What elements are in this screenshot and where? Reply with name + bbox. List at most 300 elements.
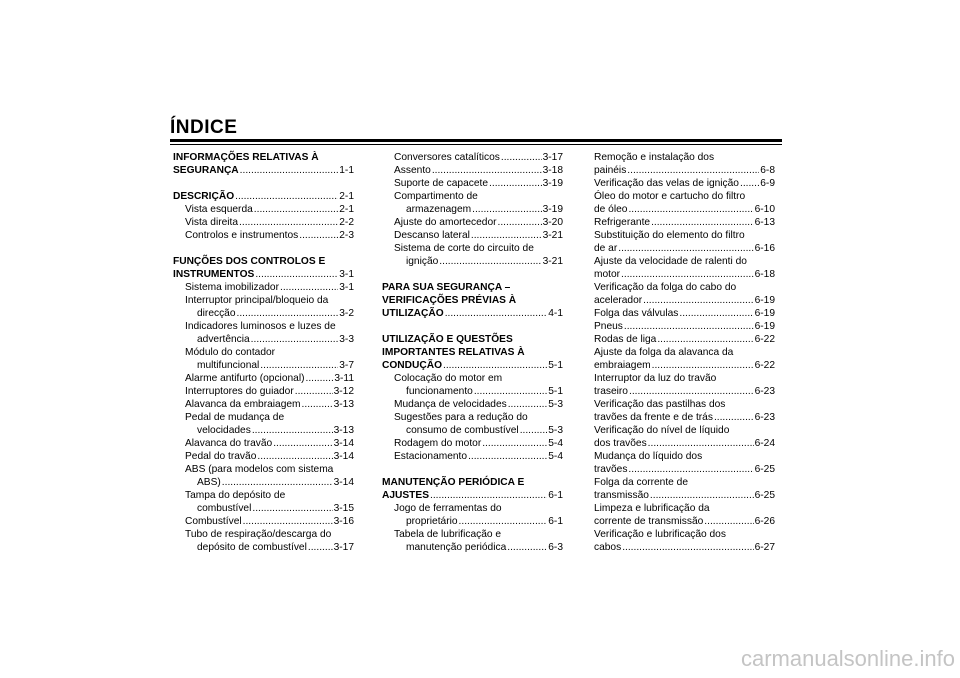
- toc-page-number: 6-3: [548, 542, 563, 553]
- toc-page-number: 3-17: [542, 152, 563, 163]
- toc-page-number: 6-1: [548, 516, 563, 527]
- toc-entry-line: [173, 190, 354, 203]
- toc-entry: [382, 502, 563, 528]
- toc-entry-text: motor: [594, 269, 621, 280]
- toc-entry: [173, 346, 354, 372]
- dot-leader: [704, 515, 753, 528]
- toc-entry-text: acelerador: [594, 295, 643, 306]
- toc-page-number: 3-20: [542, 217, 563, 228]
- toc-page-number: 4-1: [548, 308, 563, 319]
- toc-page-number: 1-1: [339, 165, 354, 176]
- toc-entry-line: [594, 541, 775, 554]
- dot-leader: [643, 294, 753, 307]
- toc-entry: [382, 333, 563, 372]
- toc-entry-line: [594, 437, 775, 450]
- toc-entry-text: ignição: [406, 256, 439, 267]
- toc-entry-text: Verificação das velas de ignição: [594, 178, 739, 189]
- title-rule-thin: [170, 144, 782, 145]
- toc-entry-line: [185, 502, 354, 515]
- toc-entry-text: Vista direita: [185, 217, 239, 228]
- toc-entry-line: [394, 424, 563, 437]
- toc-entry: [594, 151, 775, 177]
- toc-entry-text: ABS (para modelos com sistema: [185, 464, 334, 475]
- toc-entry: [173, 151, 354, 177]
- toc-entry: [382, 151, 563, 164]
- toc-entry: [173, 255, 354, 281]
- toc-page-number: 5-1: [548, 386, 563, 397]
- dot-leader: [443, 359, 547, 372]
- toc-entry: [594, 190, 775, 216]
- dot-leader: [621, 268, 754, 281]
- toc-entry-text: UTILIZAÇÃO E QUESTÕES: [382, 334, 513, 345]
- toc-entry-text: travões da frente e de trás: [594, 412, 713, 423]
- toc-entry-line: [394, 164, 563, 177]
- toc-entry-line: [185, 229, 354, 242]
- toc-entry-text: Verificação da folga do cabo do: [594, 282, 737, 293]
- toc-entry-text: painéis: [594, 165, 627, 176]
- toc-entry-line: [394, 385, 563, 398]
- toc-page-number: 6-22: [754, 334, 775, 345]
- toc-entry: [173, 463, 354, 489]
- dot-leader: [650, 489, 754, 502]
- toc-entry-text: Colocação do motor em: [394, 373, 503, 384]
- toc-entry-text: Tampa do depósito de: [185, 490, 286, 501]
- toc-entry: [594, 450, 775, 476]
- toc-entry-line: [185, 359, 354, 372]
- toc-entry: [594, 528, 775, 554]
- dot-leader: [439, 255, 541, 268]
- dot-leader: [430, 489, 547, 502]
- dot-leader: [520, 424, 548, 437]
- toc-page-number: 3-21: [542, 256, 563, 267]
- toc-page-number: 3-13: [333, 399, 354, 410]
- dot-leader: [498, 216, 542, 229]
- toc-page-number: 2-2: [339, 217, 354, 228]
- toc-page-number: 5-3: [548, 399, 563, 410]
- toc-page-number: 6-1: [548, 490, 563, 501]
- toc-entry-line: [394, 541, 563, 554]
- toc-entry-text: Alavanca do travão: [185, 438, 273, 449]
- toc-entry: [382, 372, 563, 398]
- toc-entry-text: Refrigerante: [594, 217, 651, 228]
- dot-leader: [252, 424, 333, 437]
- dot-leader: [507, 541, 547, 554]
- toc-page-number: 3-16: [333, 516, 354, 527]
- toc-entry-text: Sugestões para a redução do: [394, 412, 528, 423]
- toc-page-number: 6-19: [754, 295, 775, 306]
- toc-entry: [173, 229, 354, 242]
- toc-page-number: 6-18: [754, 269, 775, 280]
- toc-entry: [382, 528, 563, 554]
- toc-entry: [382, 281, 563, 320]
- toc-page-number: 3-14: [333, 477, 354, 488]
- toc-entry-line: [185, 398, 354, 411]
- toc-entry-text: Suporte de capacete: [394, 178, 489, 189]
- toc-entry-line: [185, 281, 354, 294]
- toc-page-number: 6-26: [754, 516, 775, 527]
- toc-entry: [594, 177, 775, 190]
- toc-page-number: 3-1: [339, 282, 354, 293]
- toc-entry-line: [394, 450, 563, 463]
- dot-leader: [222, 476, 333, 489]
- toc-entry-line: [185, 372, 354, 385]
- toc-entry-text: Conversores catalíticos: [394, 152, 500, 163]
- toc-entry-line: [594, 333, 775, 346]
- toc-entry-text: Ajuste da folga da alavanca da: [594, 347, 734, 358]
- toc-entry-text: Indicadores luminosos e luzes de: [185, 321, 336, 332]
- dot-leader: [273, 437, 332, 450]
- toc-entry-line: [394, 216, 563, 229]
- toc-entry-text: Óleo do motor e cartucho do filtro: [594, 191, 746, 202]
- toc-entry: [382, 450, 563, 463]
- toc-page-number: 3-2: [339, 308, 354, 319]
- toc-entry-line: [173, 164, 354, 177]
- toc-entry: [594, 320, 775, 333]
- toc-page-number: 6-9: [760, 178, 775, 189]
- toc-entry-line: [185, 476, 354, 489]
- toc-entry-line: [185, 203, 354, 216]
- toc-entry-text: INFORMAÇÕES RELATIVAS À: [173, 152, 319, 163]
- toc-entry-text: Rodagem do motor: [394, 438, 482, 449]
- toc-entry-line: [394, 398, 563, 411]
- dot-leader: [628, 203, 753, 216]
- toc-entry: [382, 229, 563, 242]
- toc-page-number: 6-24: [754, 438, 775, 449]
- toc-entry-text: ABS): [197, 477, 221, 488]
- toc-entry-text: Tabela de lubrificação e: [394, 529, 502, 540]
- toc-page-number: 6-23: [754, 386, 775, 397]
- toc-entry: [173, 489, 354, 515]
- toc-page-number: 5-4: [548, 451, 563, 462]
- dot-leader: [251, 333, 339, 346]
- toc-entry-text: Substituição do elemento do filtro: [594, 230, 745, 241]
- toc-entry-text: SEGURANÇA: [173, 165, 239, 176]
- toc-entry-text: Interruptores do guiador: [185, 386, 294, 397]
- toc-entry: [173, 320, 354, 346]
- dot-leader: [679, 307, 753, 320]
- toc-entry: [382, 177, 563, 190]
- toc-entry-line: [594, 463, 775, 476]
- dot-leader: [295, 385, 333, 398]
- toc-entry-text: advertência: [197, 334, 250, 345]
- dot-leader: [243, 515, 333, 528]
- toc-entry: [173, 216, 354, 229]
- toc-entry-text: combustível: [197, 503, 252, 514]
- toc-page-number: 3-1: [339, 269, 354, 280]
- dot-leader: [624, 320, 754, 333]
- toc-entry-line: [394, 151, 563, 164]
- toc-entry: [173, 528, 354, 554]
- toc-entry-text: Jogo de ferramentas do: [394, 503, 502, 514]
- dot-leader: [651, 216, 754, 229]
- toc-entry-text: UTILIZAÇÃO: [382, 308, 444, 319]
- toc-page-number: 6-25: [754, 490, 775, 501]
- page-title: ÍNDICE: [170, 117, 238, 138]
- toc-entry-line: [594, 216, 775, 229]
- toc-entry-text: manutenção periódica: [406, 542, 507, 553]
- toc-entry-text: Alavanca da embraiagem: [185, 399, 301, 410]
- dot-leader: [468, 450, 547, 463]
- toc-entry: [594, 398, 775, 424]
- toc-entry: [594, 281, 775, 307]
- toc-entry-text: Assento: [394, 165, 431, 176]
- dot-leader: [432, 164, 542, 177]
- toc-entry-text: Pneus: [594, 321, 623, 332]
- toc-entry-line: [185, 541, 354, 554]
- toc-entry-line: [185, 515, 354, 528]
- toc-page-number: 6-19: [754, 308, 775, 319]
- toc-entry-line: [185, 437, 354, 450]
- toc-entry-line: [394, 229, 563, 242]
- toc-entry-text: Ajuste do amortecedor: [394, 217, 497, 228]
- dot-leader: [501, 151, 542, 164]
- toc-entry-text: corrente de transmissão: [594, 516, 704, 527]
- toc-page-number: 6-25: [754, 464, 775, 475]
- dot-leader: [240, 164, 339, 177]
- toc-entry-text: Vista esquerda: [185, 204, 253, 215]
- toc-entry-line: [185, 385, 354, 398]
- dot-leader: [260, 359, 338, 372]
- toc-entry-text: Alarme antifurto (opcional): [185, 373, 305, 384]
- dot-leader: [255, 268, 338, 281]
- toc-page-number: 3-21: [542, 230, 563, 241]
- toc-entry-text: Mudança do líquido dos: [594, 451, 703, 462]
- toc-entry: [173, 294, 354, 320]
- toc-entry-text: proprietário: [406, 516, 458, 527]
- dot-leader: [482, 437, 547, 450]
- toc-entry: [382, 476, 563, 502]
- toc-entry: [173, 437, 354, 450]
- toc-page-number: 5-3: [548, 425, 563, 436]
- dot-leader: [508, 398, 548, 411]
- toc-entry-text: Rodas de liga: [594, 334, 657, 345]
- toc-entry-text: IMPORTANTES RELATIVAS À: [382, 347, 525, 358]
- toc-entry-line: [594, 385, 775, 398]
- toc-entry: [173, 515, 354, 528]
- toc-entry-text: funcionamento: [406, 386, 473, 397]
- toc-entry-line: [594, 307, 775, 320]
- toc-column-2: [382, 151, 563, 554]
- toc-page-number: 6-23: [754, 412, 775, 423]
- toc-entry-line: [594, 242, 775, 255]
- toc-entry-line: [382, 359, 563, 372]
- toc-entry-line: [185, 424, 354, 437]
- toc-page-number: 3-14: [333, 438, 354, 449]
- toc-entry: [594, 307, 775, 320]
- toc-entry-text: INSTRUMENTOS: [173, 269, 255, 280]
- toc-entry-text: consumo de combustível: [406, 425, 519, 436]
- dot-leader: [648, 437, 754, 450]
- toc-page-number: 3-7: [339, 360, 354, 371]
- toc-entry-text: Folga das válvulas: [594, 308, 679, 319]
- toc-entry: [173, 411, 354, 437]
- toc-entry: [382, 242, 563, 268]
- toc-page-number: 6-19: [754, 321, 775, 332]
- toc-entry-text: velocidades: [197, 425, 251, 436]
- toc-entry: [382, 411, 563, 437]
- dot-leader: [629, 385, 754, 398]
- toc-entry-line: [594, 203, 775, 216]
- toc-entry-text: Tubo de respiração/descarga do: [185, 529, 332, 540]
- toc-page-number: 3-12: [333, 386, 354, 397]
- toc-entry-text: Descanso lateral: [394, 230, 470, 241]
- dot-leader: [305, 372, 333, 385]
- toc-entry-text: Sistema imobilizador: [185, 282, 279, 293]
- dot-leader: [239, 216, 338, 229]
- toc-entry-text: embraiagem: [594, 360, 651, 371]
- dot-leader: [657, 333, 753, 346]
- toc-entry-line: [594, 320, 775, 333]
- toc-entry-text: Pedal do travão: [185, 451, 257, 462]
- toc-page-number: 6-8: [760, 165, 775, 176]
- toc-entry-text: armazenagem: [406, 204, 472, 215]
- toc-page-number: 3-14: [333, 451, 354, 462]
- toc-entry-text: de ar: [594, 243, 618, 254]
- toc-entry-text: Interruptor da luz do travão: [594, 373, 717, 384]
- dot-leader: [740, 177, 759, 190]
- toc-entry-text: direcção: [197, 308, 236, 319]
- toc-entry-text: PARA SUA SEGURANÇA –: [382, 282, 511, 293]
- toc-entry-text: traseiro: [594, 386, 628, 397]
- toc-page-number: 3-15: [333, 503, 354, 514]
- toc-entry-line: [185, 216, 354, 229]
- toc-entry-text: de óleo: [594, 204, 628, 215]
- toc-entry-text: dos travões: [594, 438, 647, 449]
- toc-entry-text: multifuncional: [197, 360, 260, 371]
- toc-entry: [173, 372, 354, 385]
- toc-entry-line: [382, 489, 563, 502]
- toc-entry-line: [594, 268, 775, 281]
- toc-page-number: 2-3: [339, 230, 354, 241]
- dot-leader: [280, 281, 338, 294]
- toc-entry: [594, 333, 775, 346]
- toc-entry-line: [394, 255, 563, 268]
- toc-entry: [594, 229, 775, 255]
- toc-entry-text: transmissão: [594, 490, 649, 501]
- toc-page-number: 3-3: [339, 334, 354, 345]
- toc-entry: [594, 424, 775, 450]
- toc-entry-text: Compartimento de: [394, 191, 478, 202]
- toc-page-number: 3-13: [333, 425, 354, 436]
- toc-entry-text: Combustível: [185, 516, 242, 527]
- toc-entry-text: Controlos e instrumentos: [185, 230, 299, 241]
- dot-leader: [252, 502, 332, 515]
- toc-entry: [382, 190, 563, 216]
- toc-page-number: 6-16: [754, 243, 775, 254]
- toc-page-number: 6-13: [754, 217, 775, 228]
- toc-entry-text: Verificação das pastilhas dos: [594, 399, 726, 410]
- dot-leader: [235, 190, 338, 203]
- toc-entry-text: Remoção e instalação dos: [594, 152, 715, 163]
- toc-entry: [173, 190, 354, 203]
- toc-entry-text: Mudança de velocidades: [394, 399, 507, 410]
- toc-entry-text: Módulo do contador: [185, 347, 276, 358]
- toc-entry: [382, 398, 563, 411]
- toc-entry-text: Interruptor principal/bloqueio da: [185, 295, 329, 306]
- toc-entry-line: [185, 307, 354, 320]
- toc-entry-line: [594, 359, 775, 372]
- toc-page-number: 3-19: [542, 204, 563, 215]
- toc-entry-text: Sistema de corte do circuito de: [394, 243, 534, 254]
- toc-entry: [382, 164, 563, 177]
- dot-leader: [714, 411, 754, 424]
- toc-entry-text: Verificação e lubrificação dos: [594, 529, 726, 540]
- toc-entry: [594, 372, 775, 398]
- dot-leader: [308, 541, 333, 554]
- dot-leader: [472, 203, 541, 216]
- toc-page-number: 5-1: [548, 360, 563, 371]
- toc-column-1: [173, 151, 354, 554]
- dot-leader: [459, 515, 548, 528]
- toc-entry: [594, 346, 775, 372]
- toc-entry: [594, 216, 775, 229]
- toc-entry-line: [394, 437, 563, 450]
- dot-leader: [254, 203, 338, 216]
- toc-entry: [173, 281, 354, 294]
- title-rule-thick: [170, 139, 782, 142]
- toc-entry: [594, 255, 775, 281]
- toc-entry: [594, 502, 775, 528]
- dot-leader: [627, 164, 759, 177]
- dot-leader: [299, 229, 338, 242]
- toc-entry-line: [594, 164, 775, 177]
- toc-page-number: 2-1: [339, 191, 354, 202]
- toc-entry-line: [394, 177, 563, 190]
- toc-entry-line: [394, 515, 563, 528]
- toc-page-number: 6-10: [754, 204, 775, 215]
- toc-entry: [173, 385, 354, 398]
- dot-leader: [257, 450, 332, 463]
- toc-entry-line: [185, 333, 354, 346]
- dot-leader: [445, 307, 548, 320]
- toc-entry-line: [594, 489, 775, 502]
- toc-entry-text: Verificação do nível de líquido: [594, 425, 730, 436]
- toc-entry-line: [173, 268, 354, 281]
- toc-page-number: 5-4: [548, 438, 563, 449]
- toc-entry-line: [394, 203, 563, 216]
- dot-leader: [622, 541, 753, 554]
- toc-page-number: 3-17: [333, 542, 354, 553]
- toc-column-3: [594, 151, 775, 554]
- toc-entry-line: [185, 450, 354, 463]
- toc-page-number: 6-22: [754, 360, 775, 371]
- dot-leader: [652, 359, 754, 372]
- toc-page-number: 3-11: [334, 373, 354, 384]
- toc-entry: [382, 437, 563, 450]
- toc-entry-text: AJUSTES: [382, 490, 429, 501]
- toc-entry-line: [594, 411, 775, 424]
- toc-page-number: 3-18: [542, 165, 563, 176]
- dot-leader: [628, 463, 753, 476]
- toc-entry-text: Ajuste da velocidade de ralenti do: [594, 256, 747, 267]
- toc-entry-text: CONDUÇÃO: [382, 360, 442, 371]
- toc-entry: [594, 476, 775, 502]
- toc-entry-text: Estacionamento: [394, 451, 468, 462]
- toc-entry-text: depósito de combustível: [197, 542, 307, 553]
- toc-page-number: 6-27: [754, 542, 775, 553]
- toc-entry-text: DESCRIÇÃO: [173, 191, 235, 202]
- toc-entry: [382, 216, 563, 229]
- dot-leader: [302, 398, 333, 411]
- toc-entry-text: MANUTENÇÃO PERIÓDICA E: [382, 477, 525, 488]
- dot-leader: [471, 229, 542, 242]
- toc-entry-text: Folga da corrente de: [594, 477, 689, 488]
- dot-leader: [489, 177, 542, 190]
- watermark: carmanualsonline.info: [740, 646, 955, 671]
- toc-entry: [173, 203, 354, 216]
- toc-entry: [173, 450, 354, 463]
- dot-leader: [618, 242, 753, 255]
